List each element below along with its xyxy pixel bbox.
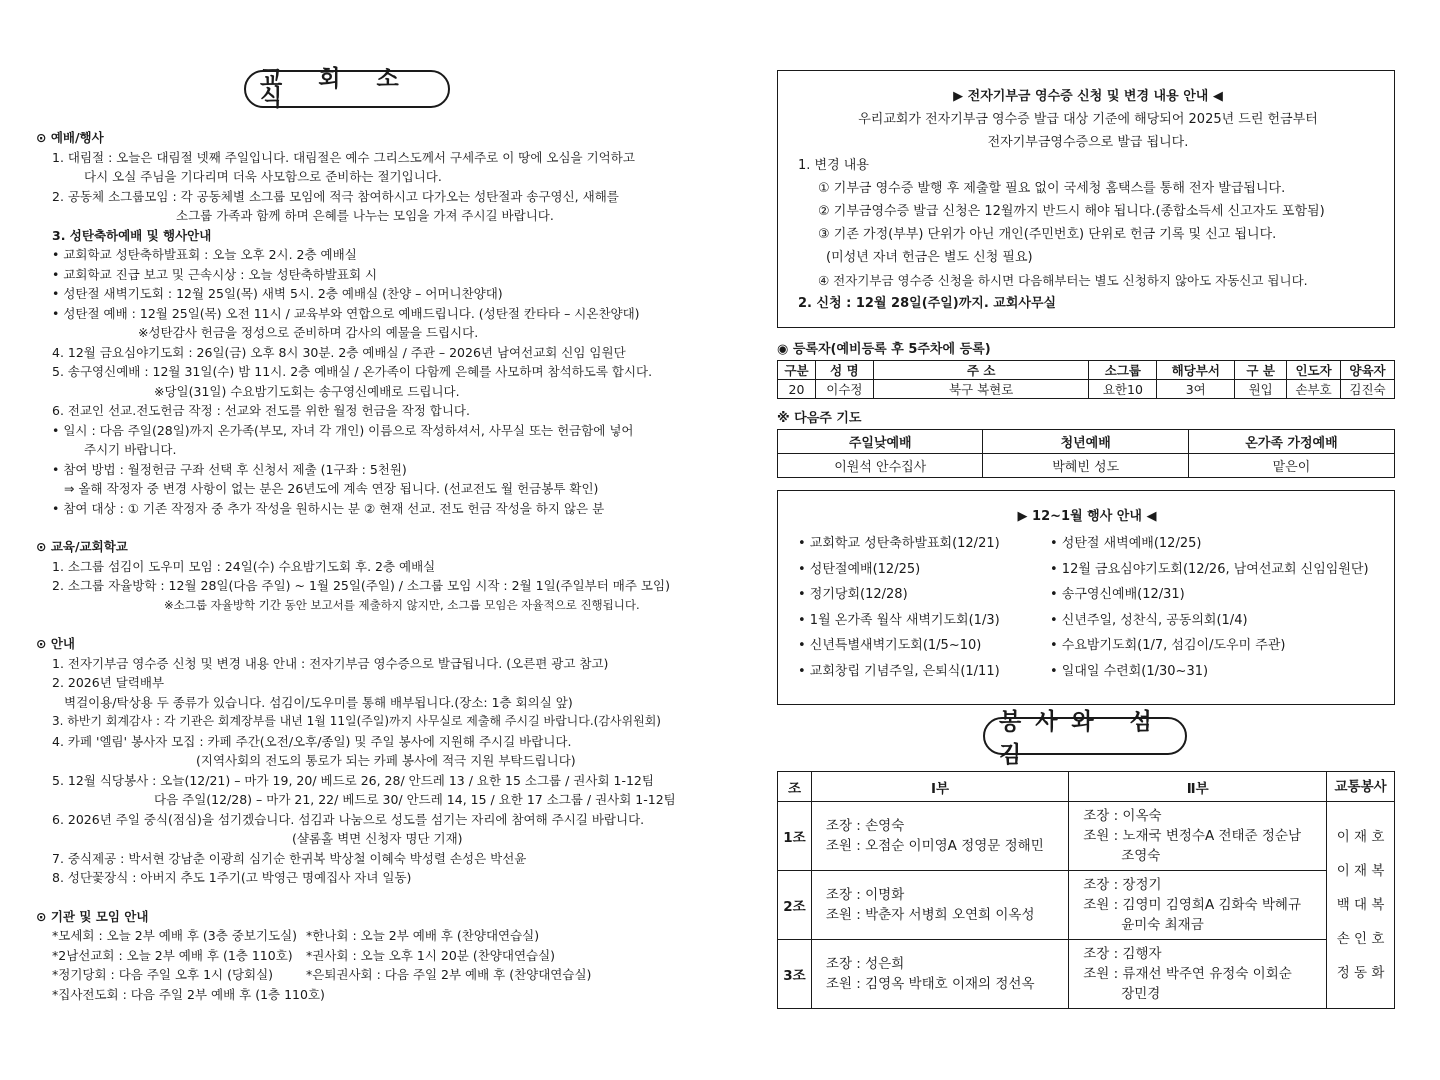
worship-line: ※당일(31일) 수요밤기도회는 송구영신예배로 드립니다. [154,383,460,399]
notice-title: ▶ 전자기부금 영수증 신청 및 변경 내용 안내 ◀ [953,89,1223,104]
table-cell: 요한10 [1089,380,1157,399]
prayer-table [777,429,1395,478]
table-header: 구 분 [1235,361,1287,380]
education-section-head: ⊙ 교육/교회학교 [36,539,128,554]
members-line: 조원 : 류재선 박주연 유정숙 이회순 [1083,966,1292,982]
table-header-row [778,430,1395,454]
worship-line: 소그룹 가족과 함께 하며 은혜를 나누는 모임을 가져 주시길 바랍니다. [176,208,554,223]
leader-line: 조장 : 김행자 [1083,946,1162,962]
worship-section-head: ⊙ 예배/행사 [36,130,104,145]
table-cell: 20 [778,380,816,399]
guide-line: 5. 12월 식당봉사 : 오늘(12/21) – 마가 19, 20/ 베드로 26, 28/ 안드레 13 / 요한 15 소그룹 / 권사회 1-12팀 [52,772,654,788]
members-line: 조원 : 김영미 김영희A 김화숙 박혜규 [1083,897,1302,913]
table-header: 구분 [778,361,816,380]
table-cell: 원입 [1235,380,1287,399]
worship-line: • 성탄절 예배 : 12월 25일(목) 오전 11시 / 교육부와 연합으로 예배드립니다. (성탄절 칸타타 – 시온찬양대) [36,304,696,324]
guide-line: 6. 2026년 주일 중식(점심)을 섬기겠습니다. 섬김과 나눔으로 성도를 섬기는 자리에 참여해 주시길 바랍니다. [52,811,645,827]
service-title: 봉사와 섬김 [983,717,1187,755]
worship-line: ※성탄감사 헌금을 정성으로 준비하며 감사의 예물을 드립시다. [138,325,479,340]
worship-line: • 교회학교 진급 보고 및 근속시상 : 오늘 성탄축하발표회 시 [36,265,696,285]
table-cell: 북구 복현로 [873,380,1089,399]
worship-line: 3. 성탄축하예배 및 행사안내 [52,227,212,243]
org-item: *은퇴권사회 : 다음 주일 2부 예배 후 (찬양대연습실) [306,967,592,982]
members-line: 조원 : 노재국 변정수A 전태준 정순남 [1083,828,1302,844]
table-cell: 3여 [1157,380,1235,399]
members-line: 조원 : 오점순 이미영A 정영문 정해민 [825,838,1044,854]
event-item: • 송구영신예배(12/31) [1050,587,1185,602]
table-header: 성 명 [815,361,873,380]
members-line: 조원 : 박춘자 서병희 오연희 이옥성 [825,907,1035,923]
registrant-table [777,360,1395,399]
table-header: Ⅰ부 [811,772,1068,802]
guide-line: 다음 주일(12/28) – 마가 21, 22/ 베드로 30/ 안드레 14, 15 / 요한 17 소그룹 / 권사회 1-12팀 [154,792,676,807]
group-cell: 2조 [778,871,812,940]
event-item: • 성탄절예배(12/25) [798,561,921,577]
notice-apply: 2. 신청 : 12월 28일(주일)까지. 교회사무실 [798,296,1057,311]
worship-line: • 일시 : 다음 주일(28일)까지 온가족(부모, 자녀 각 개인) 이름으로 작성하셔서, 사무실 또는 헌금함에 넣어 [36,421,696,441]
table-row [778,454,1395,478]
guide-line: 3. 하반기 회계감사 : 각 기관은 회계장부를 내년 1월 11일(주일)까지 사무실로 제출해 주시길 바랍니다.(감사위원회) [52,714,661,728]
orgs-section [36,926,696,1004]
table-header: Ⅱ부 [1069,772,1327,802]
event-item: • 신년주일, 성찬식, 공동의회(1/4) [1050,612,1248,628]
table-cell: 박혜빈 성도 [983,454,1188,478]
traffic-name: 이 재 호 [1336,829,1385,845]
notice-intro: 우리교회가 전자기부금 영수증 발급 대상 기준에 해당되어 2025년 드린 헌금부터 [858,112,1318,127]
worship-line: 다시 오실 주님을 기다리며 더욱 사모함으로 준비하는 절기입니다. [84,169,442,184]
org-item: *정기당회 : 다음 주일 오후 1시 (당회실) [52,967,274,982]
service-table [777,771,1395,1009]
part2-cell [1069,871,1327,940]
education-section [36,557,696,616]
church-news-title: 교 회 소 식 [244,70,450,108]
events-box [777,490,1395,705]
events-list [798,534,1376,681]
guide-line: (샬롬홀 벽면 신청자 명단 기재) [292,831,463,846]
education-line: 1. 소그룹 섬김이 도우미 모임 : 24일(수) 수요밤기도회 후. 2층 예배실 [52,558,436,574]
table-cell: 이원석 안수집사 [778,454,983,478]
event-item: • 정기당회(12/28) [798,587,908,602]
part1-cell [811,802,1068,871]
notice-change-head: 1. 변경 내용 [798,158,869,173]
education-line: 2. 소그룹 자율방학 : 12월 28일(다음 주일) ~ 1월 25일(주일) / 소그룹 모임 시작 : 2월 1일(주일부터 매주 모임) [52,578,670,593]
members-line: 조원 : 김영옥 박태호 이재의 정선옥 [825,976,1035,992]
part1-cell [811,871,1068,940]
notice-item: ③ 기존 가정(부부) 단위가 아닌 개인(주민번호) 단위로 헌금 기록 및 신고 됩니다. [818,227,1277,242]
guide-line: 4. 카페 '엘림' 봉사자 모집 : 카페 주간(오전/오후/종일) 및 주일 봉사에 지원해 주시길 바랍니다. [52,733,572,749]
traffic-name: 손 인 호 [1336,931,1385,947]
worship-line: 주시기 바랍니다. [84,442,177,457]
table-header: 온가족 가정예배 [1188,430,1394,454]
table-header: 해당부서 [1157,361,1235,380]
events-title: ▶ 12~1월 행사 안내 ◀ [1017,509,1157,524]
table-cell: 김진숙 [1341,380,1395,399]
table-header-row [778,361,1395,380]
guide-line: 1. 전자기부금 영수증 신청 및 변경 내용 안내 : 전자기부금 영수증으로 발급됩니다. (오른편 광고 참고) [52,655,609,671]
table-header-row [778,772,1395,802]
guide-line: 벽걸이용/탁상용 두 종류가 있습니다. 섬김이/도우미를 통해 배부됩니다.(장소: 1층 회의실 앞) [64,694,573,710]
guide-section [36,654,696,888]
event-item: • 12월 금요심야기도회(12/26, 남여선교회 신임임원단) [1050,561,1369,577]
worship-line: 6. 전교인 선교.전도헌금 작정 : 선교와 전도를 위한 월정 헌금을 작정 합니다. [52,403,470,418]
notice-item: ① 기부금 영수증 발행 후 제출할 필요 없이 국세청 홈택스를 통해 전자 발급됩니다. [818,181,1286,196]
table-row [778,802,1395,871]
leader-line: 조장 : 이명화 [825,887,905,903]
event-item: • 교회학교 성탄축하발표회(12/21) [798,536,1000,551]
table-cell: 맡은이 [1188,454,1394,478]
traffic-name: 정 동 화 [1336,965,1385,981]
group-cell: 1조 [778,802,812,871]
right-column [777,70,1395,1009]
worship-line: • 교회학교 성탄축하발표회 : 오늘 오후 2시. 2층 예배실 [36,245,696,265]
guide-line: (지역사회의 전도의 통로가 되는 카페 봉사에 적극 지원 부탁드립니다) [196,753,576,768]
church-news-column [36,65,696,1004]
table-row [778,940,1395,1009]
orgs-section-head: ⊙ 기관 및 모임 안내 [36,908,149,924]
members-line: 윤미숙 최재금 [1121,917,1204,933]
guide-section-head: ⊙ 안내 [36,636,75,651]
part2-cell [1069,940,1327,1009]
table-header: 주 소 [873,361,1089,380]
event-item: • 성탄절 새벽예배(12/25) [1050,536,1202,551]
table-header: 주일낮예배 [778,430,983,454]
leader-line: 조장 : 장정기 [1083,877,1162,893]
leader-line: 조장 : 이옥숙 [1083,808,1162,824]
members-line: 조영숙 [1121,848,1161,864]
table-row [778,380,1395,399]
members-line: 장민경 [1121,986,1161,1002]
table-cell: 손부호 [1287,380,1341,399]
org-item: *한나회 : 오늘 2부 예배 후 (찬양대연습실) [306,928,540,943]
leader-line: 조장 : 손영숙 [825,818,905,834]
notice-item: (미성년 자녀 헌금은 별도 신청 필요) [826,250,1033,265]
org-item: *모세회 : 오늘 2부 예배 후 (3층 중보기도실) [52,928,298,943]
worship-line: • 참여 방법 : 월정헌금 구좌 선택 후 신청서 제출 (1구좌 : 5천원) [36,460,696,480]
part1-cell [811,940,1068,1009]
table-header: 조 [778,772,812,802]
leader-line: 조장 : 성은희 [825,956,905,972]
event-item: • 신년특별새벽기도회(1/5~10) [798,638,982,653]
traffic-name: 이 재 복 [1336,863,1385,879]
event-item: • 수요밤기도회(1/7, 섬김이/도우미 주관) [1050,638,1286,653]
traffic-name: 백 대 복 [1336,897,1385,913]
worship-line: 1. 대림절 : 오늘은 대림절 넷째 주일입니다. 대림절은 예수 그리스도께서 구세주로 이 땅에 오심을 기억하고 [52,149,635,165]
org-item: *권사회 : 오늘 오후 1시 20분 (찬양대연습실) [306,947,556,963]
notice-item: ④ 전자기부금 영수증 신청을 하시면 다음해부터는 별도 신청하지 않아도 자동신고 됩니다. [818,273,1308,288]
org-item: *집사전도회 : 다음 주일 2부 예배 후 (1층 110호) [52,986,325,1002]
worship-line: • 참여 대상 : ① 기존 작정자 중 추가 작성을 원하시는 분 ② 현재 선교. 전도 헌금 작성을 하지 않은 분 [36,499,696,519]
notice-item: ② 기부금영수증 발급 신청은 12월까지 반드시 해야 됩니다.(종합소득세 신고자도 포함됨) [818,204,1325,219]
worship-line: 5. 송구영신예배 : 12월 31일(수) 밤 11시. 2층 예배실 / 온가족이 다함께 은혜를 사모하며 참석하도록 합시다. [52,364,653,379]
org-item: *2남선교회 : 오늘 2부 예배 후 (1층 110호) [52,947,293,963]
table-header: 소그룹 [1089,361,1157,380]
guide-line: 7. 중식제공 : 박서현 강남춘 이광희 심기순 한귀복 박상철 이혜숙 박성렬 손성은 박선윤 [52,850,527,866]
prayer-label: ※ 다음주 기도 [777,411,862,426]
event-item: • 교회창립 기념주일, 은퇴식(1/11) [798,663,1000,679]
traffic-service-cell [1327,802,1395,1009]
group-cell: 3조 [778,940,812,1009]
table-row [778,871,1395,940]
registrant-label: ◉ 등록자(예비등록 후 5주차에 등록) [777,342,991,357]
guide-line: 2. 2026년 달력배부 [52,675,165,690]
table-header: 양육자 [1341,361,1395,380]
event-item: • 1월 온가족 월삭 새벽기도회(1/3) [798,612,1000,628]
event-item: • 일대일 수련회(1/30~31) [1050,663,1209,679]
notice-intro: 전자기부금영수증으로 발급 됩니다. [987,135,1189,150]
worship-line: • 성탄절 새벽기도회 : 12월 25일(목) 새벽 5시. 2층 예배실 (찬양 – 어머니찬양대) [36,284,696,304]
worship-section [36,148,696,519]
part2-cell [1069,802,1327,871]
guide-line: 8. 성단꽃장식 : 아버지 추도 1주기(고 박영근 명예집사 자녀 일동) [52,870,412,885]
table-header: 교통봉사 [1327,772,1395,802]
worship-line: 2. 공동체 소그룹모임 : 각 공동체별 소그룹 모임에 적극 참여하시고 다가오는 성탄절과 송구영신, 새해를 [52,188,619,204]
table-header: 인도자 [1287,361,1341,380]
worship-line: ⇒ 올해 작정자 중 변경 사항이 없는 분은 26년도에 계속 연장 됩니다. (선교전도 월 헌금봉투 확인) [64,481,599,496]
table-cell: 이수정 [815,380,873,399]
education-line: ※소그룹 자율방학 기간 동안 보고서를 제출하지 않지만, 소그룹 모임은 자율적으로 진행됩니다. [164,597,640,612]
donation-receipt-notice [777,70,1395,328]
worship-line: 4. 12월 금요심야기도회 : 26일(금) 오후 8시 30분. 2층 예배실 / 주관 – 2026년 남여선교회 신임 임원단 [52,344,626,360]
table-header: 청년예배 [983,430,1188,454]
